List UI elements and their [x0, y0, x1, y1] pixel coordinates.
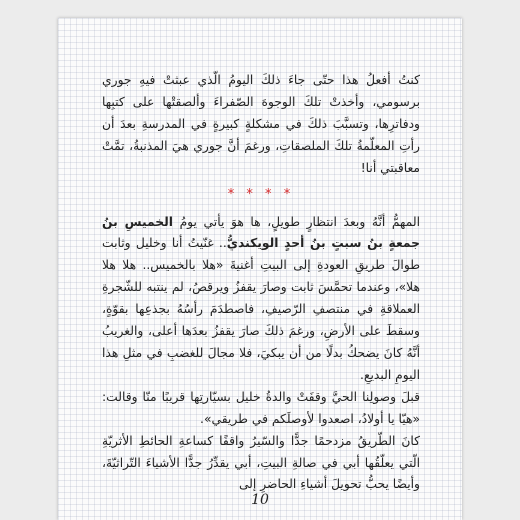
page-text	[102, 70, 420, 496]
paragraph-2	[102, 212, 420, 387]
book-page	[58, 18, 462, 520]
paragraph-2-start: المهمُّ أنَّهُ وبعدَ انتظارٍ طويلٍ، ها هوَ يأتي يومُ	[172, 214, 420, 229]
section-separator: * * * *	[227, 186, 295, 202]
paragraph-2-rest: .. غنّيتُ أنا وخليل وثابت طوالَ طريقِ العودةِ إلى البيتِ أغنيةَ «هلا بالخميس.. هلا هلا هلا»، وعندما تحمَّسَ ثابت وصارَ يقفزُ ويرقصُ، لم ينتبه للشّجرةِ العملاقةِ في منتصفِ الرّصيفِ، فاصطدَمَ رأسُهُ بجذعِها بقوّةٍ، وسقطَ على الأرضِ، ورغمَ ذلكَ صارَ يقفزُ بعدَها أعلى، والغريبُ أنَّهُ كانَ يضحكُ بدلًا من أن يبكيَ، فلا مجالَ للغضبِ في مثلِ هذا اليومِ البديعِ.	[102, 236, 420, 382]
paragraph-2-bold-name: الخميسِ بنُ جمعةٍ بنُ سبتٍ بنُ أحدٍ الويكنديُّ	[102, 214, 420, 251]
paragraph-4: كانَ الطّريقُ مزدحمًا جدًّا والسّيرُ واقفًا كساعةِ الحائطِ الأثريّةِ الّتي يعلّقُها أبي في صالةِ البيتِ، أبي يقدِّرُ جدًّا الأشياءَ التّراثيّةَ، وأيضًا يحبُّ تحويلَ أشياءِ الحاضرِ إلى	[102, 433, 420, 492]
page-number: 10	[251, 492, 269, 508]
paragraph-3: قبلَ وصولِنا الحيَّ وقفَتْ والدةُ خليل بسيّارتِها قريبًا منّا وقالت: «هيّا يا أولادُ، اصعدوا لأوصلَكم في طريقي».	[102, 389, 420, 426]
paragraph-1: كنتُ أفعلُ هذا حتّى جاءَ ذلكَ اليومُ الّذي عبثتْ فيهِ جوري برسومي، وأخذتْ تلكَ الوجوهَ الصّفراءَ وألصقتْها على كتبِها ودفاترِها، وتسبَّبَ ذلكَ في مشكلةٍ كبيرةٍ في المدرسةِ بعدَ أن رأتِ المعلّمةُ تلكَ الملصقاتِ، ورغمَ أنَّ جوري هيَ المذنبةُ، تمَّتْ معاقبتي أنا!	[102, 73, 420, 175]
